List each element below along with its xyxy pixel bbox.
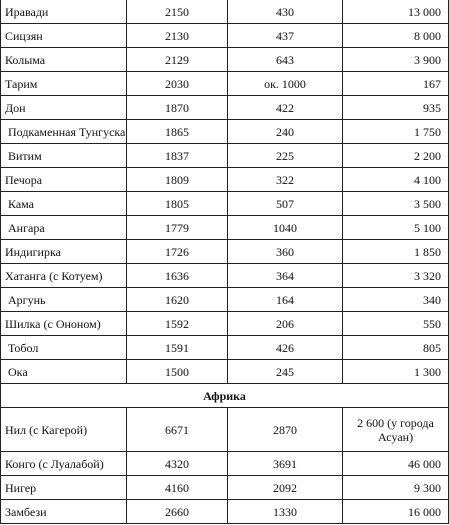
river-length-cell: 1865 (127, 120, 228, 144)
section-header-africa: Африка (1, 384, 449, 408)
river-name-cell: Шилка (с Ононом) (1, 312, 127, 336)
river-length-cell: 1592 (127, 312, 228, 336)
table-row (1, 96, 449, 120)
table-row (1, 288, 449, 312)
river-name-cell: Индигирка (1, 240, 127, 264)
river-name-cell: Ангара (1, 216, 127, 240)
river-area-cell: 13 000 (343, 0, 449, 24)
river-flow-cell: 206 (228, 312, 343, 336)
river-flow-cell: ок. 1000 (228, 72, 343, 96)
river-area-cell: 4 100 (343, 168, 449, 192)
river-length-cell: 2129 (127, 48, 228, 72)
river-flow-cell: 437 (228, 24, 343, 48)
table-row (1, 264, 449, 288)
table-row (1, 144, 449, 168)
river-flow-cell: 240 (228, 120, 343, 144)
river-length-cell: 1500 (127, 360, 228, 384)
river-name-cell: Нигер (1, 476, 127, 500)
river-flow-cell: 1040 (228, 216, 343, 240)
river-flow-cell: 225 (228, 144, 343, 168)
river-name-cell: Замбези (1, 500, 127, 524)
table-row (1, 312, 449, 336)
table-row (1, 24, 449, 48)
river-area-cell: 1 850 (343, 240, 449, 264)
section-row (1, 384, 449, 408)
river-length-cell: 2660 (127, 500, 228, 524)
river-name-cell: Кама (1, 192, 127, 216)
table-row (1, 476, 449, 500)
river-flow-cell: 422 (228, 96, 343, 120)
table-row (1, 336, 449, 360)
river-flow-cell: 643 (228, 48, 343, 72)
river-name-cell: Подкаменная Тунгуска (1, 120, 127, 144)
river-area-cell: 2 600 (у города Асуан) (343, 408, 449, 452)
river-name-cell: Тарим (1, 72, 127, 96)
river-name-cell: Аргунь (1, 288, 127, 312)
river-length-cell: 2150 (127, 0, 228, 24)
river-length-cell: 6671 (127, 408, 228, 452)
river-area-cell: 805 (343, 336, 449, 360)
river-length-cell: 1726 (127, 240, 228, 264)
river-name-cell: Печора (1, 168, 127, 192)
river-flow-cell: 507 (228, 192, 343, 216)
river-flow-cell: 1330 (228, 500, 343, 524)
river-area-cell: 9 300 (343, 476, 449, 500)
table-row (1, 72, 449, 96)
river-name-cell: Тобол (1, 336, 127, 360)
river-name-cell: Нил (с Кагерой) (1, 408, 127, 452)
river-area-cell: 3 500 (343, 192, 449, 216)
river-length-cell: 1837 (127, 144, 228, 168)
table-row (1, 192, 449, 216)
table-row (1, 0, 449, 24)
river-length-cell: 1870 (127, 96, 228, 120)
river-length-cell: 1805 (127, 192, 228, 216)
river-length-cell: 1591 (127, 336, 228, 360)
river-area-cell: 2 200 (343, 144, 449, 168)
table-row (1, 216, 449, 240)
river-flow-cell: 2870 (228, 408, 343, 452)
table-row (1, 120, 449, 144)
table-row (1, 500, 449, 524)
river-area-cell: 1 750 (343, 120, 449, 144)
river-flow-cell: 2092 (228, 476, 343, 500)
table-row (1, 360, 449, 384)
river-area-cell: 46 000 (343, 452, 449, 476)
river-length-cell: 4160 (127, 476, 228, 500)
river-name-cell: Хатанга (с Котуем) (1, 264, 127, 288)
river-name-cell: Иравади (1, 0, 127, 24)
river-name-cell: Дон (1, 96, 127, 120)
river-length-cell: 1620 (127, 288, 228, 312)
river-length-cell: 1809 (127, 168, 228, 192)
river-name-cell: Колыма (1, 48, 127, 72)
table-row (1, 408, 449, 452)
river-area-cell: 340 (343, 288, 449, 312)
river-flow-cell: 364 (228, 264, 343, 288)
rivers-table-body (1, 0, 449, 524)
river-flow-cell: 3691 (228, 452, 343, 476)
river-area-cell: 935 (343, 96, 449, 120)
river-length-cell: 1636 (127, 264, 228, 288)
river-name-cell: Конго (с Луалабой) (1, 452, 127, 476)
river-flow-cell: 426 (228, 336, 343, 360)
river-flow-cell: 322 (228, 168, 343, 192)
table-row (1, 240, 449, 264)
river-flow-cell: 360 (228, 240, 343, 264)
river-name-cell: Ока (1, 360, 127, 384)
river-area-cell: 3 320 (343, 264, 449, 288)
river-flow-cell: 245 (228, 360, 343, 384)
river-area-cell: 16 000 (343, 500, 449, 524)
river-area-cell: 167 (343, 72, 449, 96)
river-area-cell: 550 (343, 312, 449, 336)
river-flow-cell: 430 (228, 0, 343, 24)
river-area-cell: 3 900 (343, 48, 449, 72)
river-name-cell: Сицзян (1, 24, 127, 48)
river-length-cell: 2030 (127, 72, 228, 96)
river-area-cell: 5 100 (343, 216, 449, 240)
table-row (1, 452, 449, 476)
river-area-cell: 1 300 (343, 360, 449, 384)
river-name-cell: Витим (1, 144, 127, 168)
table-row (1, 168, 449, 192)
river-length-cell: 2130 (127, 24, 228, 48)
river-length-cell: 1779 (127, 216, 228, 240)
river-flow-cell: 164 (228, 288, 343, 312)
table-row (1, 48, 449, 72)
river-area-cell: 8 000 (343, 24, 449, 48)
river-length-cell: 4320 (127, 452, 228, 476)
